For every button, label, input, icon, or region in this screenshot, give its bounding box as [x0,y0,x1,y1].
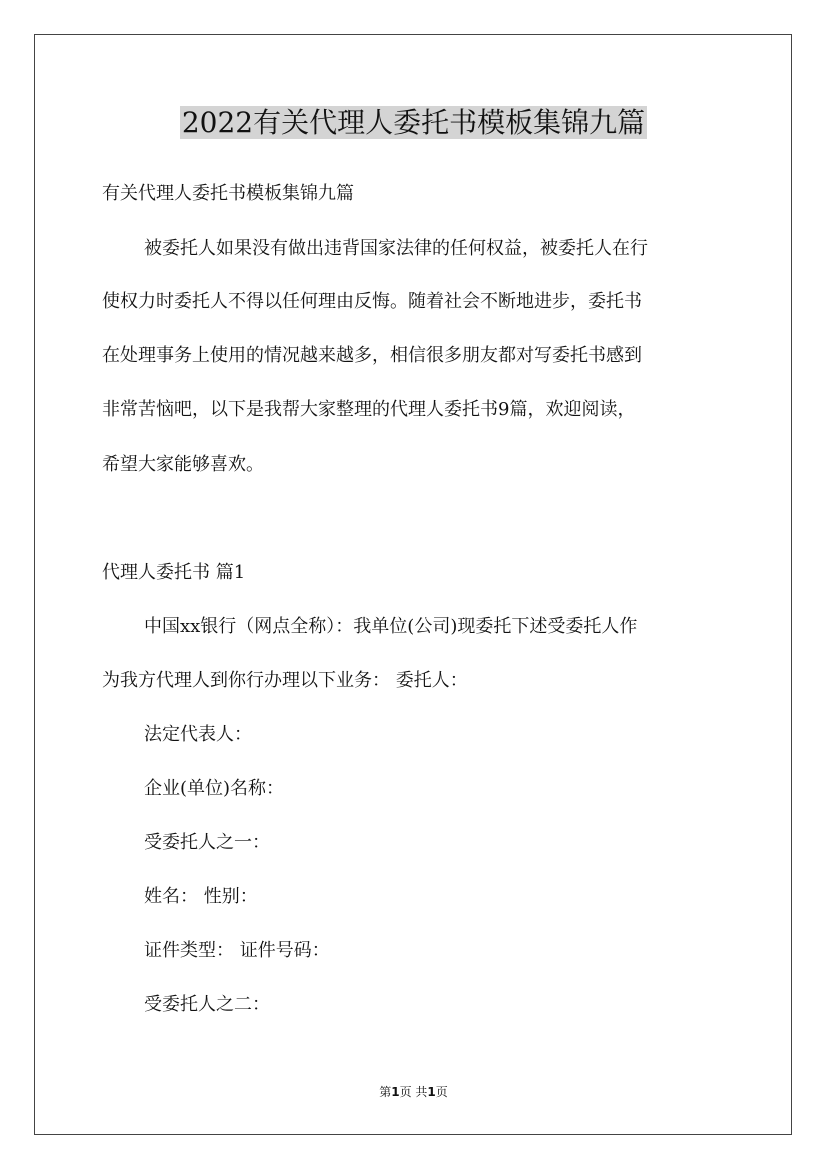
field-id-type-number: 证件类型： 证件号码： [144,940,330,961]
document-subtitle: 有关代理人委托书模板集锦九篇 [102,183,354,204]
section-heading: 代理人委托书 篇1 [102,562,246,583]
field-trustee-two: 受委托人之二： [144,994,270,1015]
total-pages-number: 1 [427,1085,436,1099]
intro-line-1: 被委托人如果没有做出违背国家法律的任何权益，被委托人在行 [144,238,648,259]
footer-middle: 页 共 [399,1085,428,1099]
intro-line-5: 希望大家能够喜欢。 [102,454,264,475]
field-legal-representative: 法定代表人： [144,724,252,745]
field-trustee-one: 受委托人之一： [144,832,270,853]
body-line-1: 中国xx银行（网点全称）：我单位(公司)现委托下述受委托人作 [144,616,638,637]
footer-suffix: 页 [435,1085,448,1099]
document-title-text: 2022有关代理人委托书模板集锦九篇 [181,106,646,139]
document-title [0,103,827,143]
field-company-name: 企业(单位)名称： [144,778,285,799]
intro-line-3: 在处理事务上使用的情况越来越多，相信很多朋友都对写委托书感到 [102,345,642,366]
page-footer [0,1083,827,1101]
current-page-number: 1 [391,1085,400,1099]
intro-line-4: 非常苦恼吧，以下是我帮大家整理的代理人委托书9篇，欢迎阅读， [102,399,636,420]
field-name-gender: 姓名： 性别： [144,886,258,907]
body-line-2: 为我方代理人到你行办理以下业务： 委托人： [102,670,468,691]
footer-prefix: 第 [379,1085,392,1099]
intro-line-2: 使权力时委托人不得以任何理由反悔。随着社会不断地进步，委托书 [102,291,642,312]
